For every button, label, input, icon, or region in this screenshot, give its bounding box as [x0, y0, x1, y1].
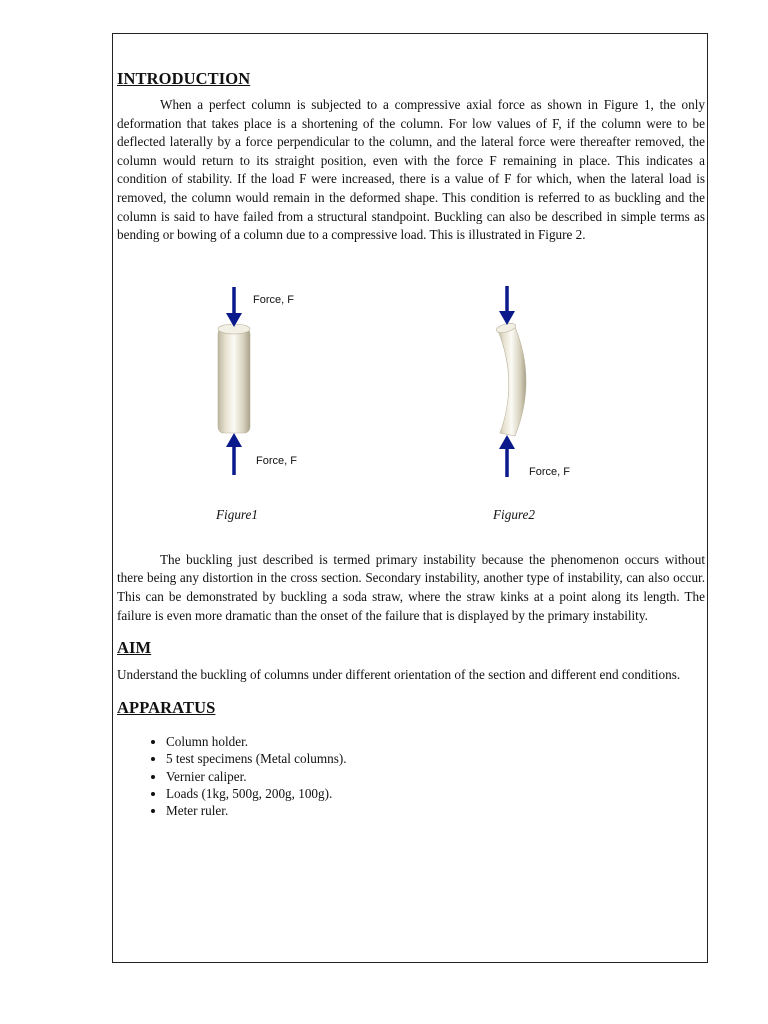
apparatus-heading: APPARATUS: [117, 697, 216, 717]
figure2-bottom-force-label: Force, F: [529, 465, 570, 478]
document-body: [117, 66, 705, 820]
apparatus-item: • Loads (1kg, 500g, 200g, 100g).: [166, 785, 705, 802]
apparatus-list: [117, 733, 705, 820]
figure1-top-arrow-icon: [226, 287, 242, 327]
figures-area: [117, 245, 705, 551]
figure2-caption: Figure2: [493, 506, 535, 522]
apparatus-item: • Column holder.: [166, 733, 705, 750]
figure1-bottom-force-label: Force, F: [256, 454, 297, 467]
figure2-column: [495, 321, 526, 435]
figure2-bottom-arrow-icon: [499, 435, 515, 477]
figure1-top-force-label: Force, F: [253, 293, 294, 306]
figures-drawing: [117, 245, 705, 551]
figure1-column: [218, 324, 250, 433]
apparatus-item: • 5 test specimens (Metal columns).: [166, 750, 705, 767]
apparatus-item: • Vernier caliper.: [166, 768, 705, 785]
aim-heading: AIM: [117, 638, 152, 658]
figure1-caption: Figure1: [216, 506, 258, 522]
introduction-heading: INTRODUCTION: [117, 69, 251, 88]
aim-paragraph: Understand the buckling of columns under different orientation of the section and different end conditions.: [117, 667, 681, 683]
introduction-paragraph: When a perfect column is subjected to a compressive axial force as shown in Figure 1, the only deformation that takes place is a shortening of the column. For low values of F, if the column were to be deflected laterally by a force perpendicular to the column, and the lateral force were thereafter removed, the column would return to its straight position, even with the force F remaining in place. This indicates a condition of stability. If the load F were increased, there is a value of F for which, when the lateral load is removed, the column would remain in the deformed shape. This condition is referred to as buckling and the column is said to have failed from a structural standpoint. Buckling can also be described in simple terms as bending or bowing of a column due to a compressive load. This is illustrated in Figure 2.: [117, 97, 705, 243]
figure2-top-arrow-icon: [499, 286, 515, 325]
figure1-bottom-arrow-icon: [226, 433, 242, 475]
apparatus-item: • Meter ruler.: [166, 802, 705, 819]
discussion-paragraph: The buckling just described is termed primary instability because the phenomenon occurs without there being any distortion in the cross section. Secondary instability, another type of instability, can also occur. This can be demonstrated by buckling a soda straw, where the straw kinks at a point along its length. The failure is even more dramatic than the onset of the failure that is displayed by the primary instability.: [117, 551, 705, 623]
